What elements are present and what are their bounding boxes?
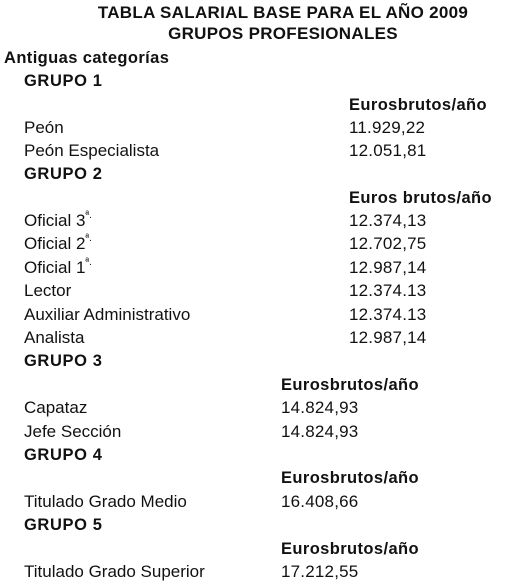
group-1-heading: GRUPO 1 xyxy=(24,72,103,90)
group-2-row-5-label: Auxiliar Administrativo xyxy=(24,305,191,324)
group-1-row-2-value: 12.051,81 xyxy=(349,141,427,160)
group-5-column-header: Eurosbrutos/año xyxy=(281,540,420,558)
group-2-row-3-value: 12.987,14 xyxy=(349,258,427,277)
group-5-heading: GRUPO 5 xyxy=(24,516,103,534)
group-2-row-3-label: Oficial $1^{ª.}$ xyxy=(24,257,92,277)
group-5-row-1-value: 17.212,55 xyxy=(281,562,359,581)
group-3-row-1-value: 14.824,93 xyxy=(281,398,359,417)
group-4-row-1-label: Titulado Grado Medio xyxy=(24,492,187,511)
group-1-column-header: Eurosbrutos/año xyxy=(349,96,488,114)
title-line-2: GRUPOS PROFESIONALES xyxy=(168,24,398,43)
group-3-row-1-label: Capataz xyxy=(24,398,88,417)
group-3-heading: GRUPO 3 xyxy=(24,352,103,370)
group-2-row-4-label: Lector xyxy=(24,281,72,300)
group-2-row-6-label: Analista xyxy=(24,328,85,347)
group-1-row-2-label: Peón Especialista xyxy=(24,141,160,160)
title-line-1: TABLA SALARIAL BASE PARA EL AÑO 2009 xyxy=(97,3,469,22)
group-2-column-header: Euros brutos/año xyxy=(349,189,492,207)
group-2-row-2-value: 12.702,75 xyxy=(349,234,427,253)
group-2-row-2-label: Oficial $2^{ª.}$ xyxy=(24,233,92,253)
group-3-row-2-label: Jefe Sección xyxy=(24,422,122,441)
group-2-row-6-value: 12.987,14 xyxy=(349,328,427,347)
group-1-row-1-label: Peón xyxy=(24,118,64,137)
group-5-row-1-label: Titulado Grado Superior xyxy=(24,562,205,581)
section-heading: Antiguas categorías xyxy=(4,49,170,67)
group-2-heading: GRUPO 2 xyxy=(24,165,103,183)
group-2-row-4-value: 12.374.13 xyxy=(349,281,427,300)
group-1-row-1-value: 11.929,22 xyxy=(349,118,426,137)
group-4-column-header: Eurosbrutos/año xyxy=(281,469,420,487)
group-3-column-header: Eurosbrutos/año xyxy=(281,376,420,394)
group-4-heading: GRUPO 4 xyxy=(24,446,103,464)
group-4-row-1-value: 16.408,66 xyxy=(281,492,359,511)
group-3-row-2-value: 14.824,93 xyxy=(281,422,359,441)
group-2-row-1-value: 12.374,13 xyxy=(349,211,427,230)
group-2-row-1-label: Oficial $3^{ª.}$ xyxy=(24,210,92,230)
group-2-row-5-value: 12.374.13 xyxy=(349,305,427,324)
